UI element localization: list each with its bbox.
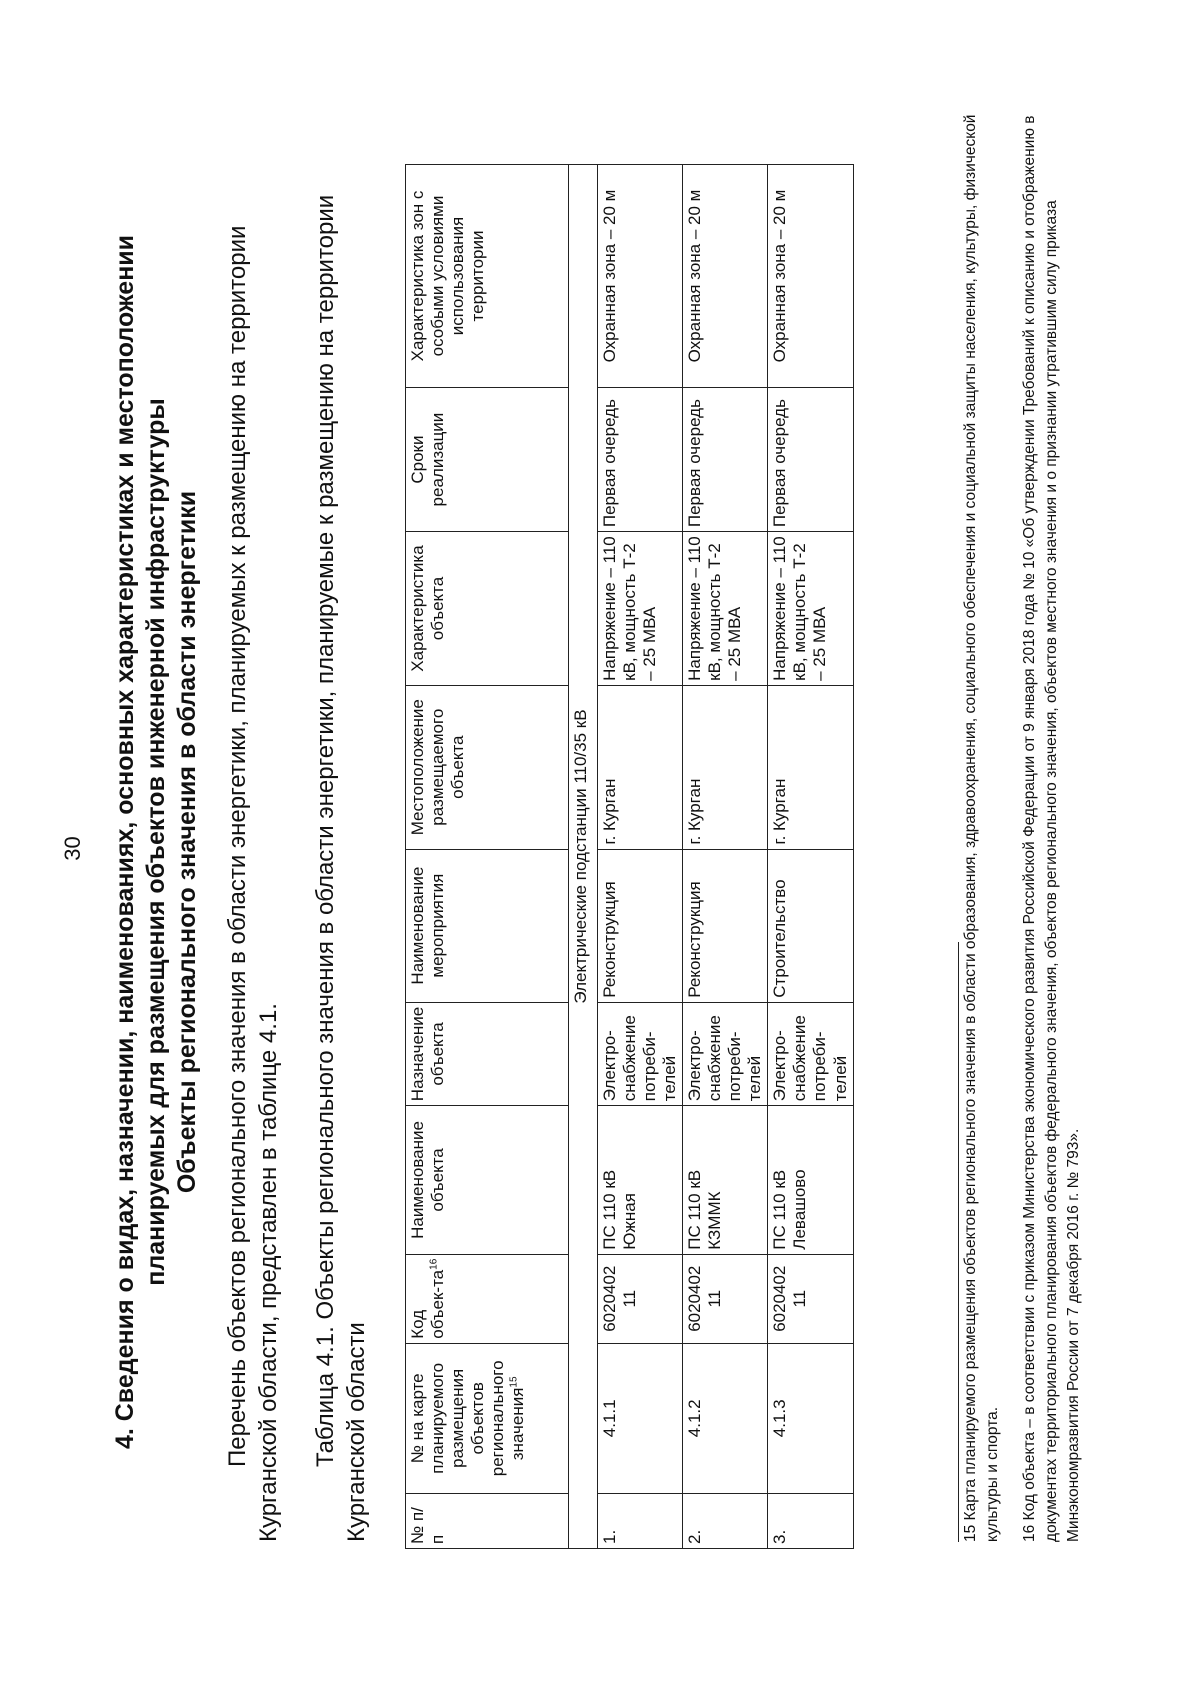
cell-map-num: 4.1.3 <box>768 1343 853 1493</box>
cell-name: ПС 110 кВ Левашово <box>768 1106 853 1254</box>
header-map-num: № на карте планируемого размещения объектов регионального значения$^{15}$ <box>406 1343 569 1493</box>
cell-terms: Первая очередь <box>768 388 853 532</box>
cell-purpose: Электро-снабжение потреби-телей <box>768 1002 853 1105</box>
cell-code: 6020402 11 <box>598 1254 683 1343</box>
header-name: Наименование объекта <box>406 1106 569 1254</box>
cell-code: 6020402 11 <box>768 1254 853 1343</box>
cell-terms: Первая очередь <box>683 388 768 532</box>
table-caption-line-1: Таблица 4.1. Объекты регионального значения в области энергетики, планируемые к размещению на территории <box>312 194 339 1467</box>
header-zones: Характеристика зон с особыми условиями использования территории <box>406 165 569 388</box>
footnote-divider <box>958 942 959 1542</box>
table-caption-line-2: Курганской области <box>343 1322 371 1542</box>
intro-line-2: Курганской области, представлен в таблице 4.1. <box>255 1003 283 1542</box>
intro-line-1: Перечень объектов регионального значения в области энергетики, планируемых к размещению на территории <box>224 225 251 1467</box>
table-section-row <box>569 165 598 1549</box>
page-number: 30 <box>60 836 85 861</box>
cell-location: г. Курган <box>683 685 768 849</box>
header-terms: Сроки реализации <box>406 388 569 532</box>
cell-code: 6020402 11 <box>683 1254 768 1343</box>
cell-terms: Первая очередь <box>598 388 683 532</box>
cell-event: Реконструкция <box>683 849 768 1002</box>
heading-line-2: планируемых для размещения объектов инженерной инфраструктуры <box>142 398 170 1286</box>
cell-event: Строительство <box>768 849 853 1002</box>
section-heading <box>110 227 203 1457</box>
cell-num: 2. <box>683 1493 768 1548</box>
header-code: Код объек-$та^{16}$ <box>406 1254 569 1343</box>
cell-location: г. Курган <box>598 685 683 849</box>
cell-purpose: Электро-снабжение потреби-телей <box>598 1002 683 1105</box>
section-title: Электрические подстанции 110/35 кВ <box>569 165 598 1549</box>
cell-zones: Охранная зона – 20 м <box>768 165 853 388</box>
cell-event: Реконструкция <box>598 849 683 1002</box>
cell-zones: Охранная зона – 20 м <box>683 165 768 388</box>
intro-paragraph <box>222 92 284 1542</box>
cell-name: ПС 110 кВ Южная <box>598 1106 683 1254</box>
cell-characteristics: Напряжение – 110 кВ, мощность Т-2 – 25 МВА <box>598 532 683 686</box>
footnote-16: 16 Код объекта – в соответствии с приказом Министерства экономического развития Российской Федерации от 9 января 2018 года № 10 «Об утверждении Требований к описанию и отображению в документах территориального планирования объектов федерального значения, объектов регионального значения, объектов местного значения и о признании утратившим силу приказа Минэкономразвития России от 7 декабря 2016 г. № 793». <box>1021 115 1082 1542</box>
table-row <box>598 165 683 1549</box>
cell-name: ПС 110 кВ КЗММК <box>683 1106 768 1254</box>
table-row <box>768 165 853 1549</box>
heading-line-1: 4. Сведения о видах, назначении, наименованиях, основных характеристиках и местоположении <box>111 234 139 1450</box>
cell-num: 1. <box>598 1493 683 1548</box>
footnotes <box>960 92 1100 1542</box>
cell-purpose: Электро-снабжение потреби-телей <box>683 1002 768 1105</box>
cell-zones: Охранная зона – 20 м <box>598 165 683 388</box>
header-event: Наименование мероприятия <box>406 849 569 1002</box>
header-location: Местоположение размещаемого объекта <box>406 685 569 849</box>
table-row <box>683 165 768 1549</box>
objects-table <box>405 164 854 1549</box>
header-characteristics: Характеристика объекта <box>406 532 569 686</box>
table-caption <box>310 92 372 1542</box>
header-purpose: Назначение объекта <box>406 1002 569 1105</box>
cell-map-num: 4.1.1 <box>598 1343 683 1493</box>
cell-location: г. Курган <box>768 685 853 849</box>
footnote-15: 15 Карта планируемого размещения объектов регионального значения в области образования, здравоохранения, социального обеспечения и социальной защиты населения, культуры, физической культуры и спорта. <box>962 114 1001 1542</box>
cell-map-num: 4.1.2 <box>683 1343 768 1493</box>
table-header-row <box>406 165 569 1549</box>
cell-characteristics: Напряжение – 110 кВ, мощность Т-2 – 25 МВА <box>683 532 768 686</box>
header-num: № п/п <box>406 1493 569 1548</box>
cell-characteristics: Напряжение – 110 кВ, мощность Т-2 – 25 МВА <box>768 532 853 686</box>
cell-num: 3. <box>768 1493 853 1548</box>
heading-line-3: Объекты регионального значения в области энергетики <box>173 490 201 1194</box>
